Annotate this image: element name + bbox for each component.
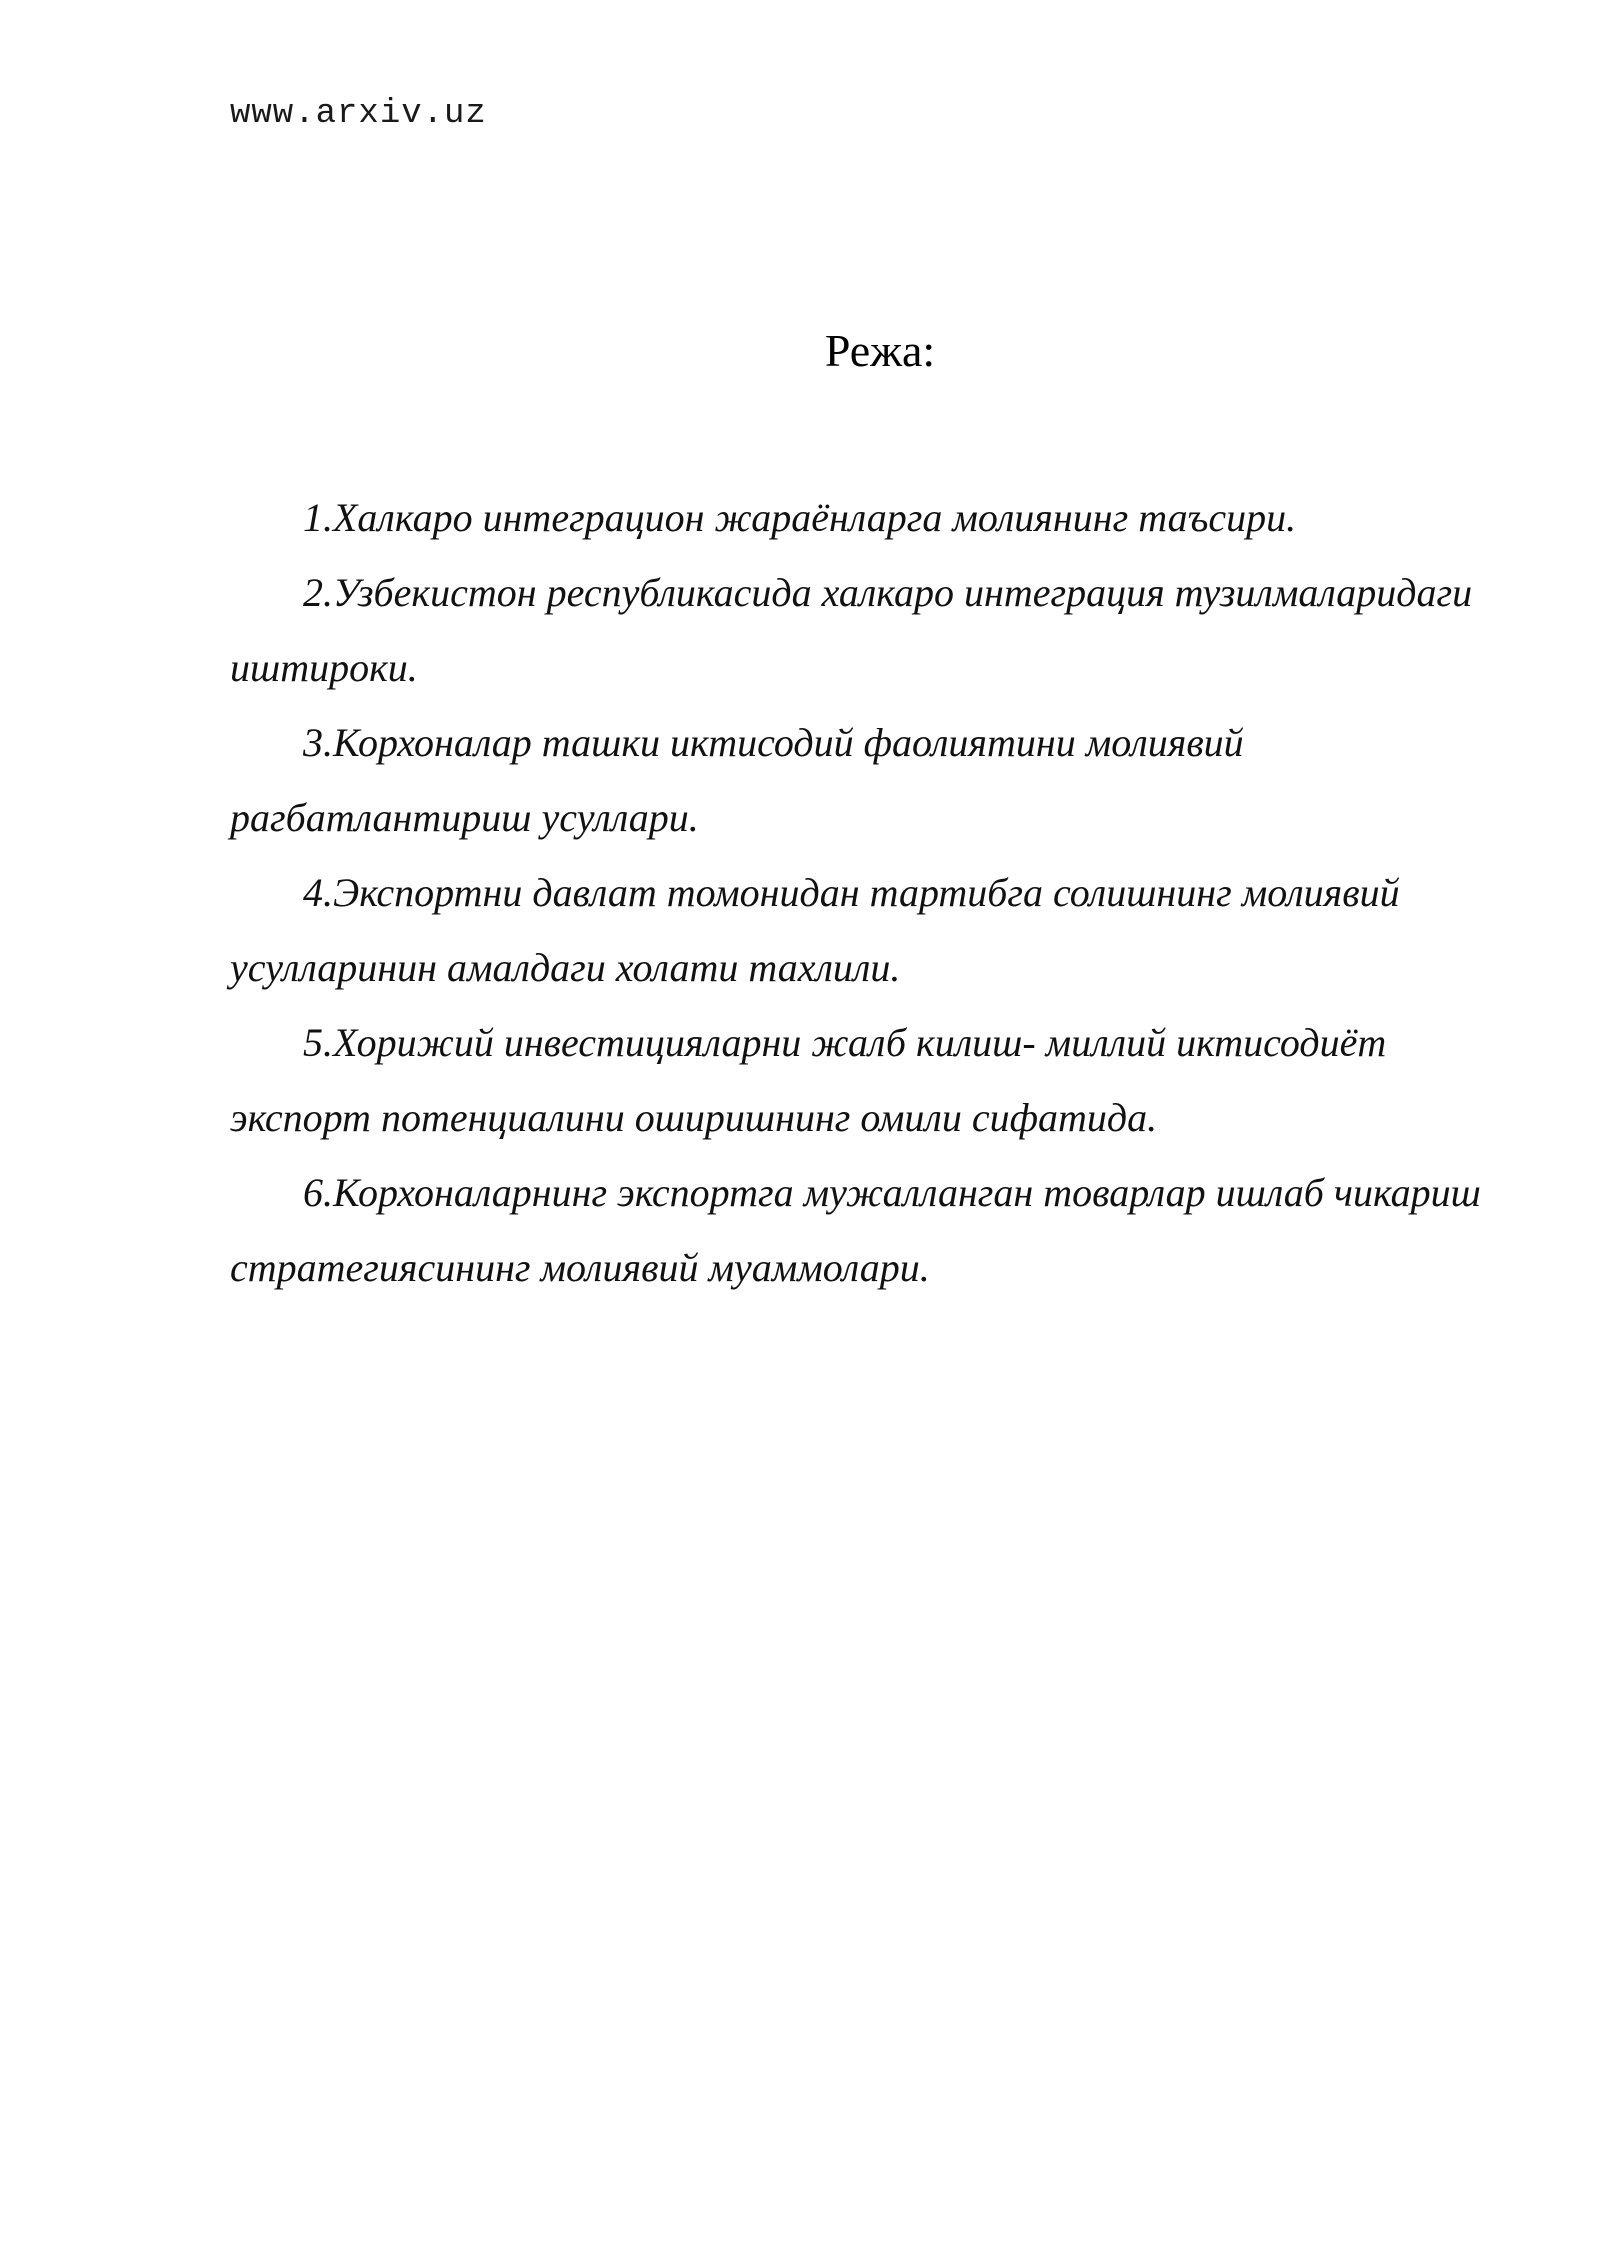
plan-title: Режа: xyxy=(824,325,936,376)
plan-item-3: 3.Корхоналар ташки иктисодий фаолиятини молиявий рагбатлантириш усуллари. xyxy=(230,720,1244,840)
plan-item-4: 4.Экспортни давлат томонидан тартибга солишнинг молиявий усулларинин амалдаги холати тахлили. xyxy=(230,870,1400,990)
site-url-header: www.arxiv.uz xyxy=(230,95,487,133)
plan-item-6: 6.Корхоналарнинг экспортга мужалланган товарлар ишлаб чикариш стратегиясининг молиявий муаммолари. xyxy=(230,1170,1481,1290)
plan-item-2: 2.Узбекистон республикасида халкаро интеграция тузилмаларидаги иштироки. xyxy=(230,570,1473,690)
plan-list xyxy=(230,480,1520,1305)
plan-item-1: 1.Халкаро интеграцион жараёнларга молиянинг таъсири. xyxy=(303,495,1297,540)
plan-item-5: 5.Хорижий инвестицияларни жалб килиш- миллий иктисодиёт экспорт потенциалини оширишнинг омили сифатида. xyxy=(230,1020,1387,1140)
